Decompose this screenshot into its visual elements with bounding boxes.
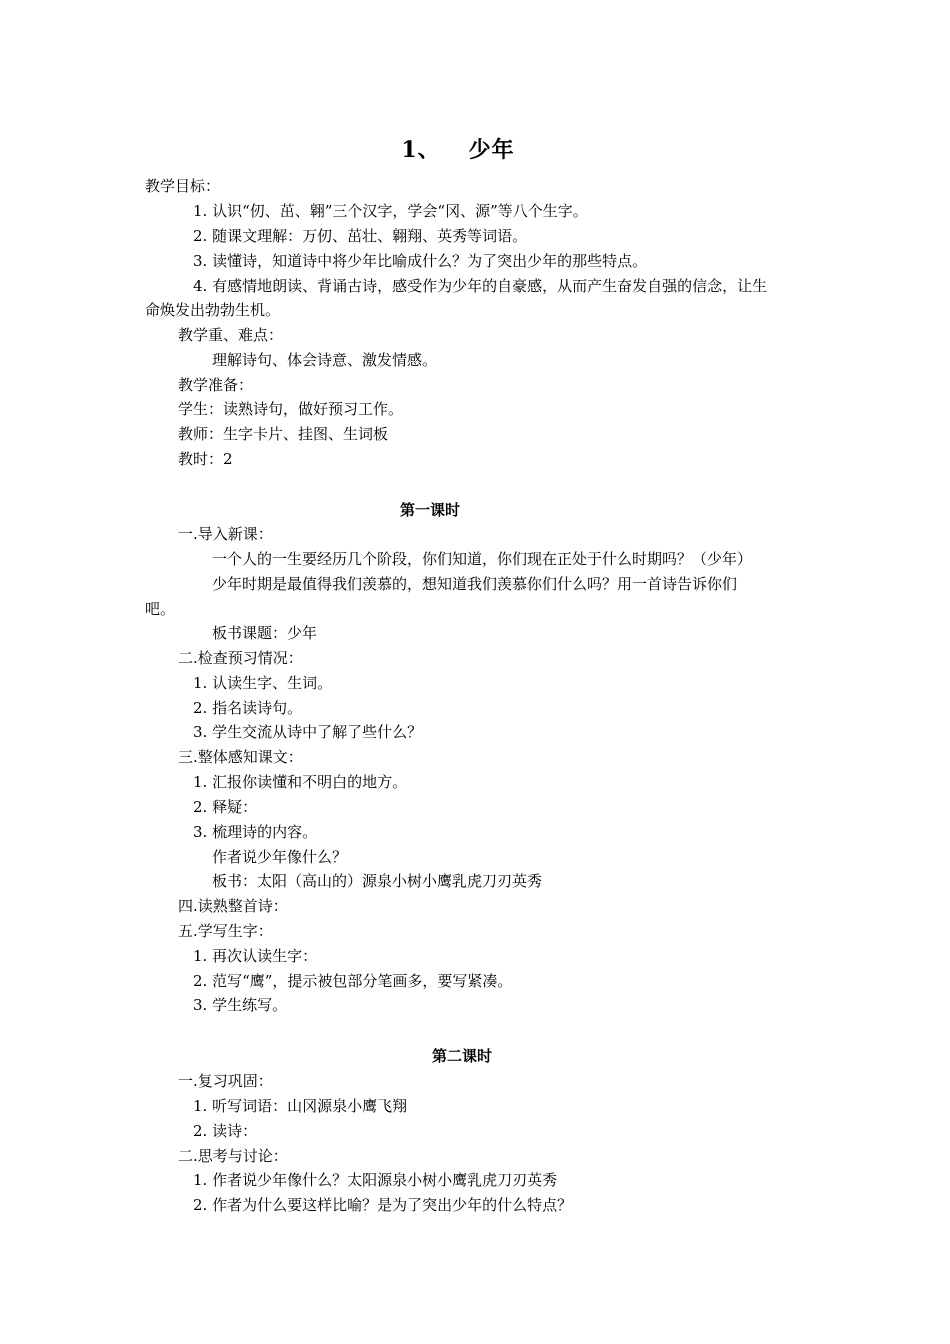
class-hours: 教时：2: [178, 450, 233, 468]
lesson1-section3-heading: 三.整体感知课文：: [178, 748, 303, 766]
lesson1-section5-item: 3. 学生练写。: [193, 996, 288, 1014]
lesson1-section3-item: 3. 梳理诗的内容。: [193, 823, 318, 841]
title-number: 1、: [401, 137, 441, 163]
lesson1-section5-item: 2. 范写“鹰”，提示被包部分笔画多，要写紧凑。: [193, 972, 513, 990]
key-points-text: 理解诗句、体会诗意、激发情感。: [212, 351, 438, 369]
lesson2-section2-heading: 二.思考与讨论：: [178, 1147, 288, 1165]
goals-heading: 教学目标：: [145, 177, 221, 195]
lesson2-heading: 第二课时: [431, 1047, 492, 1065]
lesson1-section3-item: 2. 释疑：: [193, 798, 258, 816]
lesson1-section5-heading: 五.学写生字：: [178, 922, 273, 940]
preparation-student: 学生：读熟诗句，做好预习工作。: [178, 400, 404, 418]
lesson1-section2-item: 2. 指名读诗句。: [193, 699, 303, 717]
lesson2-section1-item: 2. 读诗：: [193, 1122, 258, 1140]
lesson1-section2-item: 3. 学生交流从诗中了解了些什么？: [193, 723, 423, 741]
lesson1-section3-subline: 作者说少年像什么？: [212, 848, 348, 866]
lesson2-section2-item: 2. 作者为什么要这样比喻？是为了突出少年的什么特点？: [193, 1196, 573, 1214]
goal-item: 3. 读懂诗，知道诗中将少年比喻成什么？为了突出少年的那些特点。: [193, 252, 648, 270]
lesson1-section1-line: 一个人的一生要经历几个阶段，你们知道，你们现在正处于什么时期吗？（少年）: [212, 550, 753, 568]
goal-item-continuation: 命焕发出勃勃生机。: [145, 301, 281, 319]
lesson1-heading: 第一课时: [399, 501, 460, 519]
preparation-heading: 教学准备：: [178, 376, 254, 394]
goal-item: 4. 有感情地朗读、背诵古诗，感受作为少年的自豪感，从而产生奋发自强的信念，让生: [193, 277, 768, 295]
title-text: 少年: [468, 137, 515, 163]
lesson1-section3-item: 1. 汇报你读懂和不明白的地方。: [193, 773, 408, 791]
lesson1-section2-item: 1. 认读生字、生词。: [193, 674, 333, 692]
lesson1-section5-item: 1. 再次认读生字：: [193, 947, 318, 965]
lesson1-section4-heading: 四.读熟整首诗：: [178, 897, 288, 915]
lesson1-section1-line: 吧。: [145, 600, 176, 618]
preparation-teacher: 教师：生字卡片、挂图、生词板: [178, 425, 389, 443]
lesson2-section1-heading: 一.复习巩固：: [178, 1072, 273, 1090]
goal-item: 1. 认识“仞、茁、翱”三个汉字，学会“冈、源”等八个生字。: [193, 202, 588, 220]
lesson1-section1-heading: 一.导入新课：: [178, 525, 273, 543]
lesson2-section2-item: 1. 作者说少年像什么？太阳源泉小树小鹰乳虎刀刃英秀: [193, 1171, 558, 1189]
lesson1-section2-heading: 二.检查预习情况：: [178, 649, 303, 667]
lesson2-section1-item: 1. 听写词语：山冈源泉小鹰飞翔: [193, 1097, 408, 1115]
lesson1-section1-line: 少年时期是最值得我们羡慕的，想知道我们羡慕你们什么吗？用一首诗告诉你们: [212, 575, 738, 593]
document-title: [0, 133, 916, 164]
lesson1-board-title: 板书课题：少年: [212, 624, 318, 642]
lesson1-board-notes: 板书：太阳（高山的）源泉小树小鹰乳虎刀刃英秀: [212, 872, 543, 890]
goal-item: 2. 随课文理解：万仞、茁壮、翱翔、英秀等词语。: [193, 227, 528, 245]
key-points-heading: 教学重、难点：: [178, 326, 284, 344]
